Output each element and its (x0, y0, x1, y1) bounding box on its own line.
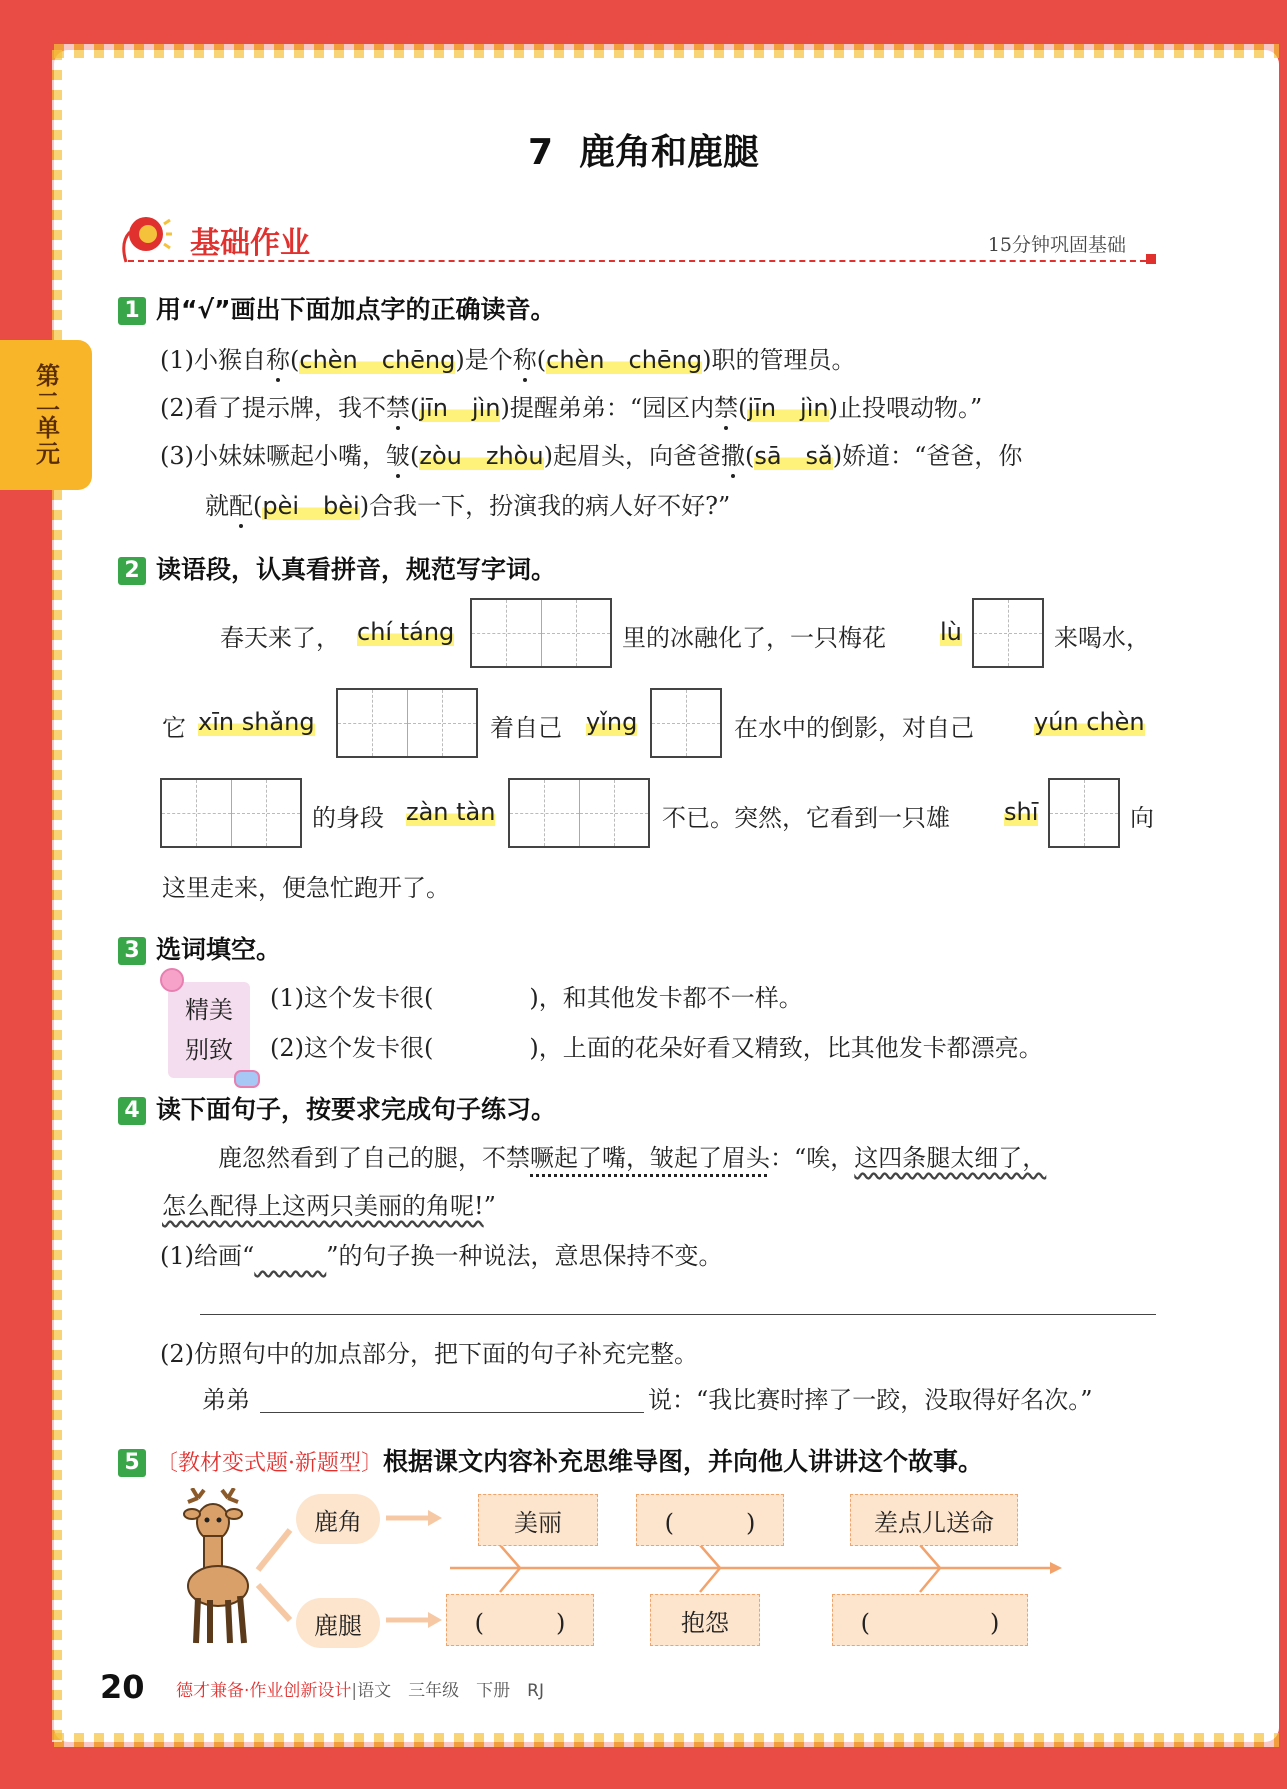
q3-sentence-2: (2)这个发卡很( )，上面的花朵好看又精致，比其他发卡都漂亮。 (270, 1034, 1043, 1062)
mindmap-node: 差点儿送命 (850, 1494, 1018, 1546)
section-title: 基础作业 (190, 226, 310, 261)
q4-prompt-text: 读下面句子，按要求完成句子练习。 (156, 1095, 557, 1124)
q1-number: 1 (118, 297, 146, 325)
q3-prompt-text: 选词填空。 (156, 935, 282, 964)
mindmap-antlers: 鹿角 (296, 1494, 380, 1544)
unit-tab (0, 340, 92, 490)
page-number: 20 (100, 1668, 145, 1706)
q2-prompt (118, 550, 556, 586)
q2-text: 这里走来，便急忙跑开了。 (162, 874, 450, 902)
q5-prompt (118, 1442, 983, 1478)
q4-task-3-start: 弟弟 (202, 1386, 250, 1414)
pinyin-choice[interactable]: chèn chēng (546, 346, 703, 374)
lesson-number: 7 (527, 132, 554, 173)
q2-text: 它 (162, 714, 186, 742)
q1-prompt (118, 290, 556, 326)
mindmap-blank[interactable]: ( ) (636, 1494, 784, 1546)
word-option: 精美 (185, 996, 233, 1024)
mindmap-blank[interactable]: ( ) (832, 1594, 1028, 1646)
pinyin-choice[interactable]: sā sǎ (754, 442, 833, 470)
hairclip-icon (234, 1070, 260, 1088)
pinyin: chí táng (357, 618, 455, 646)
q2-text: 的身段 (312, 804, 384, 832)
pinyin: shī (1004, 798, 1039, 826)
section-header (118, 212, 1156, 268)
q4-passage-1: 鹿忽然看到了自己的腿，不禁噘起了嘴，皱起了眉头：“唉，这四条腿太细了， (218, 1144, 1047, 1172)
q4-passage-2: 怎么配得上这两只美丽的角呢!” (162, 1192, 496, 1220)
section-divider (128, 260, 1156, 262)
q4-task-2: (2)仿照句中的加点部分，把下面的句子补充完整。 (160, 1340, 698, 1368)
pinyin: zàn tàn (406, 798, 496, 826)
wavy-border-top (54, 44, 1279, 58)
lightbulb-icon (118, 212, 172, 266)
q4-prompt (118, 1090, 556, 1126)
wavy-border-left (52, 50, 62, 1742)
write-box[interactable] (470, 598, 612, 668)
q2-text: 向 (1130, 804, 1154, 832)
pinyin: yǐng (586, 708, 638, 736)
pinyin-choice[interactable]: jīn jìn (747, 394, 829, 422)
section-subtitle: 15分钟巩固基础 (987, 234, 1126, 256)
wavy-border-bottom (54, 1733, 1279, 1747)
pinyin-choice[interactable]: zòu zhòu (419, 442, 544, 470)
q3-sentence-1: (1)这个发卡很( )，和其他发卡都不一样。 (270, 984, 803, 1012)
pinyin-choice[interactable]: chèn chēng (299, 346, 456, 374)
q1-line-1: (1)小猴自称(chèn chēng)是个称(chèn chēng)职的管理员。 (160, 346, 856, 374)
flower-icon (160, 968, 184, 992)
q1-line-2: (2)看了提示牌，我不禁(jīn jìn)提醒弟弟：“园区内禁(jīn jìn)止投喂动物。” (160, 394, 983, 422)
q4-number: 4 (118, 1097, 146, 1125)
footer-separator: | (351, 1681, 358, 1701)
q2-text: 不已。突然，它看到一只雄 (662, 804, 950, 832)
lesson-name: 鹿角和鹿腿 (579, 132, 760, 173)
q2-text: 在水中的倒影，对自己 (734, 714, 974, 742)
q2-text: 来喝水， (1054, 624, 1150, 652)
pinyin: xīn shǎng (198, 708, 315, 736)
q2-text: 里的冰融化了，一只梅花 (622, 624, 886, 652)
q2-text: 春天来了， (220, 624, 340, 652)
write-box[interactable] (160, 778, 302, 848)
write-box[interactable] (508, 778, 650, 848)
mindmap-legs: 鹿腿 (296, 1598, 380, 1648)
write-box[interactable] (1048, 778, 1120, 848)
q2-prompt-text: 读语段，认真看拼音，规范写字词。 (156, 555, 557, 584)
footer-book-info: 语文 三年级 下册 RJ (357, 1681, 544, 1701)
mindmap-blank[interactable]: ( ) (446, 1594, 594, 1646)
word-card (168, 982, 250, 1078)
section-divider-end (1146, 254, 1156, 264)
write-box[interactable] (650, 688, 722, 758)
write-box[interactable] (336, 688, 478, 758)
q5-prompt-text: 根据课文内容补充思维导图，并向他人讲讲这个故事。 (383, 1447, 984, 1476)
pinyin: yún chèn (1034, 708, 1145, 736)
write-box[interactable] (972, 598, 1044, 668)
footer-text (176, 1676, 544, 1701)
q5-number: 5 (118, 1449, 146, 1477)
q4-task-1: (1)给画“ ”的句子换一种说法，意思保持不变。 (160, 1242, 723, 1270)
pinyin-choice[interactable]: jīn jìn (419, 394, 501, 422)
q1-line-3: (3)小妹妹噘起小嘴，皱(zòu zhòu)起眉头，向爸爸撒(sā sǎ)娇道：“爸爸，你 (160, 442, 1023, 470)
mindmap-node: 美丽 (478, 1494, 598, 1546)
answer-line[interactable] (200, 1314, 1156, 1315)
pinyin-choice[interactable]: pèi bèi (262, 492, 360, 520)
unit-tab-label: 第二单元 (31, 363, 60, 467)
q1-line-4: 就配(pèi bèi)合我一下，扮演我的病人好不好?” (205, 492, 731, 520)
q5-tag: 〔教材变式题·新题型〕 (156, 1451, 383, 1476)
pinyin: lù (940, 618, 962, 646)
mindmap-node: 抱怨 (650, 1594, 760, 1646)
q4-task-3-end: 说：“我比赛时摔了一跤，没取得好名次。” (648, 1386, 1093, 1414)
q3-prompt (118, 930, 281, 966)
footer-brand: 德才兼备·作业创新设计 (176, 1681, 352, 1701)
q2-text: 着自己 (490, 714, 562, 742)
q1-prompt-text: 用“√”画出下面加点字的正确读音。 (156, 295, 556, 324)
answer-line[interactable] (260, 1412, 644, 1413)
q2-number: 2 (118, 557, 146, 585)
word-option: 别致 (185, 1036, 233, 1064)
q3-number: 3 (118, 937, 146, 965)
lesson-title (0, 124, 1287, 175)
